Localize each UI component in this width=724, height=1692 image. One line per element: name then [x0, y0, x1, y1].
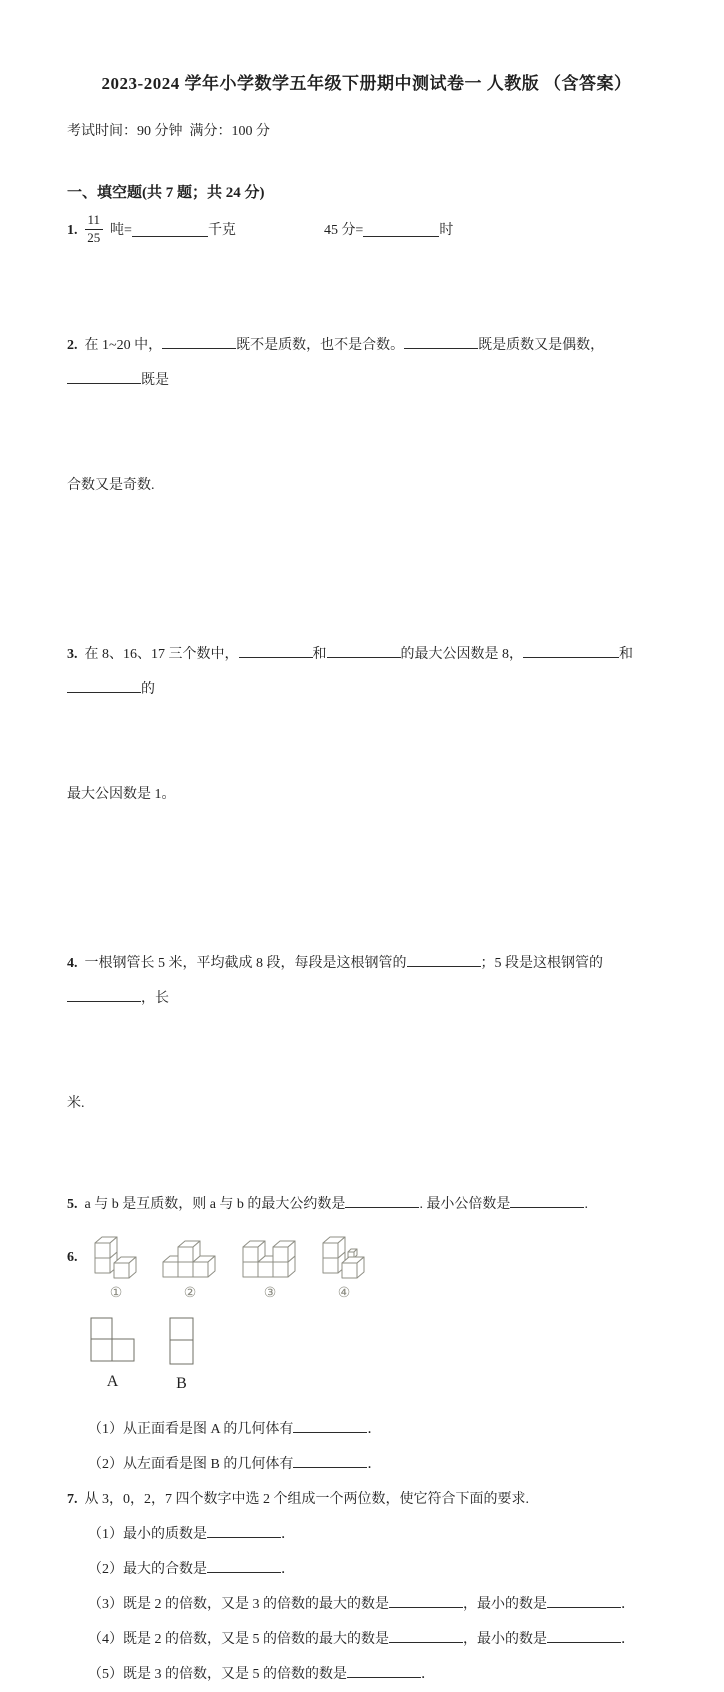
- question-4-line-1: [67, 946, 666, 1016]
- question-7-sub-3: [67, 1587, 666, 1622]
- question-4-text: ；5 段是这根钢管的: [480, 956, 603, 971]
- question-4-number: 4.: [67, 956, 78, 971]
- answer-blank: [363, 223, 439, 237]
- answer-blank: [345, 1194, 419, 1208]
- question-2: [67, 258, 666, 573]
- view-figure-a-drawing: [90, 1317, 136, 1363]
- question-7-sub-4-text: ．: [621, 1632, 635, 1647]
- section-heading: 一、填空题(共 7 题；共 24 分): [67, 185, 265, 201]
- question-3-line-1: [67, 637, 666, 707]
- cube-figure-1: [93, 1230, 139, 1301]
- question-5-text: .: [584, 1197, 588, 1212]
- question-4-text: ，长: [141, 991, 169, 1006]
- question-3-text: 和: [312, 647, 327, 662]
- figure-label-1: ①: [109, 1286, 123, 1301]
- question-2-number: 2.: [67, 338, 78, 353]
- figure-label-4: ④: [337, 1286, 351, 1301]
- question-6-sub-2: [67, 1447, 666, 1482]
- question-7-sub-3-text: ，最小的数是: [463, 1597, 547, 1612]
- question-7-sub-5-text: （5）既是 3 的倍数，又是 5 的倍数的数是: [88, 1667, 347, 1682]
- question-3: [67, 567, 666, 882]
- cube-figure-2-drawing: [161, 1236, 219, 1280]
- answer-blank: [239, 644, 313, 658]
- answer-blank: [207, 1559, 281, 1573]
- cube-figure-3-drawing: [241, 1236, 299, 1280]
- answer-blank: [547, 1629, 621, 1643]
- question-7-sub-2-text: （2）最大的合数是: [88, 1562, 207, 1577]
- fraction-numerator: 11: [85, 213, 104, 230]
- view-figure-a: [90, 1317, 136, 1390]
- question-1-text: 千克: [207, 222, 236, 238]
- question-6-sub-2-text: ．: [367, 1457, 382, 1472]
- question-7-sub-5-text: ．: [421, 1667, 435, 1682]
- question-6-sub-1-text: （1）从正面看是图 A 的几何体有: [88, 1422, 294, 1437]
- question-5-number: 5.: [67, 1197, 78, 1212]
- question-7-sub-2: [67, 1552, 666, 1587]
- answer-blank: [510, 1194, 584, 1208]
- question-5-text: . 最小公倍数是: [419, 1197, 511, 1212]
- question-7-sub-1-text: （1）最小的质数是: [88, 1527, 207, 1542]
- question-7-sub-3-text: （3）既是 2 的倍数，又是 3 的倍数的最大的数是: [88, 1597, 389, 1612]
- question-7-sub-4-text: （4）既是 2 的倍数，又是 5 的倍数的最大的数是: [88, 1632, 389, 1647]
- cube-figure-4-drawing: [321, 1230, 367, 1280]
- question-1-text: 吨=: [110, 222, 132, 238]
- question-6-sub-1: [67, 1412, 666, 1447]
- question-7-sub-3-text: ．: [621, 1597, 635, 1612]
- answer-blank: [389, 1629, 463, 1643]
- question-7-sub-4-text: ，最小的数是: [463, 1632, 547, 1647]
- answer-blank: [404, 335, 478, 349]
- cube-figure-4: [321, 1230, 367, 1301]
- question-1: [67, 208, 666, 252]
- figure-label-2: ②: [183, 1286, 197, 1301]
- question-2-text: 既不是质数，也不是合数。: [236, 338, 405, 353]
- cube-figure-3: [241, 1236, 299, 1301]
- question-3-text: 和: [619, 647, 633, 662]
- question-3-text: 的: [141, 682, 155, 697]
- answer-blank: [327, 644, 401, 658]
- answer-blank: [67, 679, 141, 693]
- document-title: 2023-2024 学年小学数学五年级下册期中测试卷一 人教版 （含答案）: [101, 74, 632, 93]
- question-7: [67, 1482, 666, 1517]
- question-7-number: 7.: [67, 1492, 78, 1507]
- answer-blank: [389, 1594, 463, 1608]
- question-7-sub-4: [67, 1622, 666, 1657]
- question-4-line-2: 米.: [67, 1096, 85, 1111]
- question-6-views: [90, 1317, 666, 1392]
- fraction-11-25: [85, 213, 104, 246]
- answer-blank: [347, 1664, 421, 1678]
- question-3-text: 在 8、16、17 三个数中，: [84, 647, 239, 662]
- figure-label-3: ③: [263, 1286, 277, 1301]
- question-1-text: 时: [439, 222, 454, 238]
- question-3-line-2: 最大公因数是 1。: [67, 787, 176, 802]
- question-2-text: 在 1~20 中，: [84, 338, 163, 353]
- question-7-sub-5: [67, 1657, 666, 1692]
- answer-blank: [523, 644, 619, 658]
- answer-blank: [293, 1419, 367, 1433]
- answer-blank: [132, 223, 208, 237]
- answer-blank: [162, 335, 236, 349]
- question-6-sub-2-text: （2）从左面看是图 B 的几何体有: [88, 1457, 294, 1472]
- question-5: [67, 1187, 666, 1222]
- question-2-line-1: [67, 328, 666, 398]
- view-figure-b: [169, 1317, 195, 1392]
- question-7-text: 从 3，0，2，7 四个数字中选 2 个组成一个两位数，使它符合下面的要求.: [84, 1492, 529, 1507]
- question-2-line-2: 合数又是奇数.: [67, 478, 155, 493]
- answer-blank: [293, 1454, 367, 1468]
- question-1-text: 45 分=: [323, 222, 364, 238]
- answer-blank: [547, 1594, 621, 1608]
- answer-blank: [207, 1524, 281, 1538]
- cube-figure-2: [161, 1236, 219, 1301]
- answer-blank: [67, 988, 141, 1002]
- view-label-b: B: [176, 1375, 188, 1392]
- view-label-a: A: [106, 1373, 120, 1390]
- question-1-number: 1.: [67, 222, 78, 238]
- question-6-number: 6.: [67, 1250, 78, 1265]
- question-3-number: 3.: [67, 647, 78, 662]
- question-4: [67, 876, 666, 1191]
- question-7-sub-1-text: ．: [281, 1527, 295, 1542]
- exam-info: 考试时间：90 分钟 满分：100 分: [67, 124, 270, 139]
- fraction-denominator: 25: [87, 229, 101, 245]
- cube-figure-1-drawing: [93, 1230, 139, 1280]
- question-2-text: 既是质数又是偶数，: [478, 338, 605, 353]
- view-figure-b-drawing: [169, 1317, 195, 1365]
- question-4-text: 一根钢管长 5 米，平均截成 8 段，每段是这根钢管的: [84, 956, 407, 971]
- answer-blank: [67, 370, 141, 384]
- question-3-text: 的最大公因数是 8，: [400, 647, 523, 662]
- question-5-text: a 与 b 是互质数，则 a 与 b 的最大公约数是: [84, 1197, 346, 1212]
- question-7-sub-2-text: ．: [281, 1562, 295, 1577]
- question-6-sub-1-text: ．: [367, 1422, 382, 1437]
- question-7-sub-1: [67, 1517, 666, 1552]
- question-2-text: 既是: [141, 373, 169, 388]
- answer-blank: [407, 953, 481, 967]
- question-6-figures: [67, 1230, 666, 1301]
